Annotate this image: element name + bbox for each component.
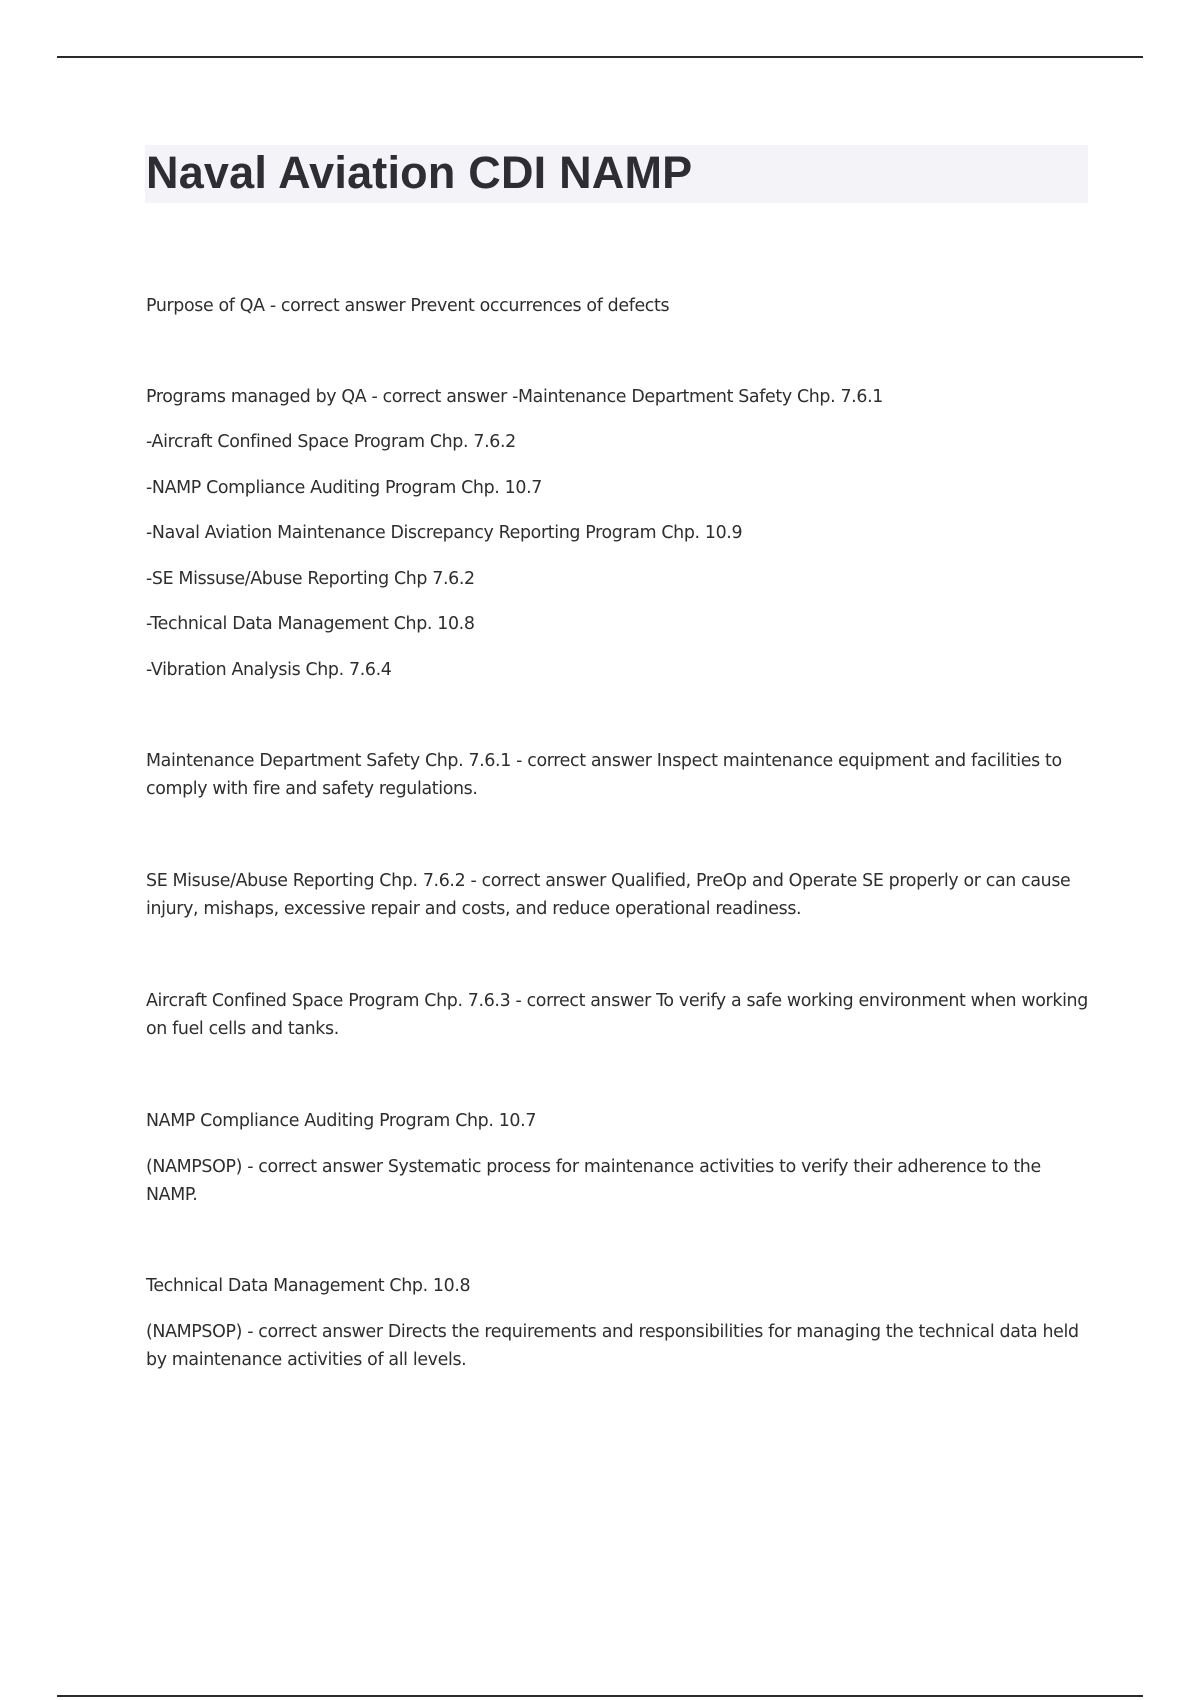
text-line: Technical Data Management Chp. 10.8 <box>146 1276 471 1296</box>
text-line: -Vibration Analysis Chp. 7.6.4 <box>146 660 392 680</box>
text-line: -SE Missuse/Abuse Reporting Chp 7.6.2 <box>146 569 475 589</box>
text-line: Programs managed by QA - correct answer -Maintenance Department Safety Chp. 7.6.1 <box>146 387 883 407</box>
text-line: -Technical Data Management Chp. 10.8 <box>146 614 475 634</box>
text-line: -Aircraft Confined Space Program Chp. 7.6.2 <box>146 432 516 452</box>
text-line: (NAMPSOP) - correct answer Directs the requirements and responsibilities for managing the technical data held by maintenance activities of all levels. <box>146 1322 1079 1370</box>
text-line: -NAMP Compliance Auditing Program Chp. 10.7 <box>146 478 542 498</box>
text-line: -Naval Aviation Maintenance Discrepancy Reporting Program Chp. 10.9 <box>146 523 743 543</box>
text-line: Maintenance Department Safety Chp. 7.6.1 - correct answer Inspect maintenance equipment and facilities to comply with fire and safety regulations. <box>146 751 1062 799</box>
text-line: (NAMPSOP) - correct answer Systematic process for maintenance activities to verify their adherence to the NAMP. <box>146 1157 1041 1205</box>
text-line: Aircraft Confined Space Program Chp. 7.6.3 - correct answer To verify a safe working environment when working on fuel cells and tanks. <box>146 991 1088 1039</box>
page-title: Naval Aviation CDI NAMP <box>146 147 693 198</box>
text-line: SE Misuse/Abuse Reporting Chp. 7.6.2 - correct answer Qualified, PreOp and Operate SE properly or can cause injury, mishaps, excessive repair and costs, and reduce operational readiness. <box>146 871 1071 919</box>
text-line: NAMP Compliance Auditing Program Chp. 10.7 <box>146 1111 537 1131</box>
bottom-rule <box>57 1695 1143 1697</box>
text-line: Purpose of QA - correct answer Prevent occurrences of defects <box>146 296 670 316</box>
top-rule <box>57 56 1143 58</box>
